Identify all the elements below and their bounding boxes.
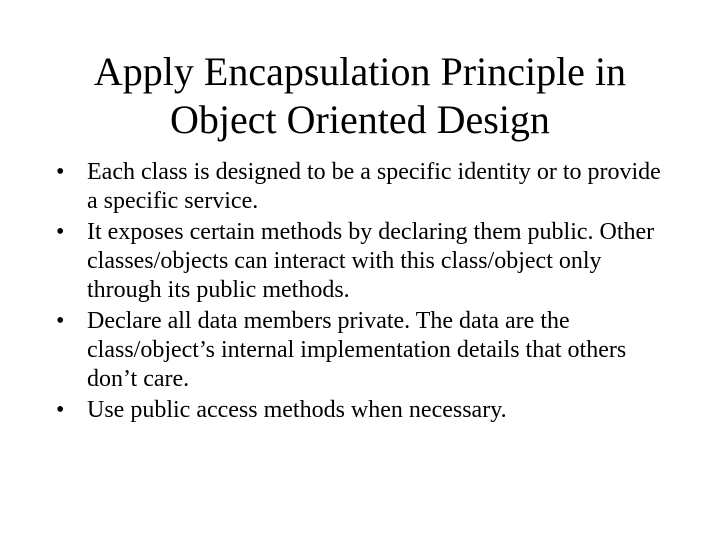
bullet-item [56, 218, 676, 305]
bullet-text: Declare all data members private. The data are the class/object’s internal implementation details that others don’t care. [87, 308, 627, 392]
bullet-marker: • [56, 219, 65, 245]
bullet-item [56, 307, 676, 394]
bullet-item [56, 158, 676, 216]
bullet-marker: • [56, 159, 65, 185]
bullet-text: It exposes certain methods by declaring them public. Other classes/objects can interact with this class/object only through its public methods. [87, 219, 655, 303]
bullet-marker: • [56, 308, 65, 334]
bullet-marker: • [56, 397, 65, 423]
slide-title-line-1: Apply Encapsulation Principle in [93, 49, 627, 94]
bullet-item [56, 396, 676, 425]
slide-title [40, 48, 680, 144]
bullet-text: Use public access methods when necessary. [87, 397, 507, 423]
bullet-list [56, 158, 676, 427]
bullet-text: Each class is designed to be a specific identity or to provide a specific service. [87, 159, 661, 214]
slide-title-line-2: Object Oriented Design [170, 97, 550, 142]
